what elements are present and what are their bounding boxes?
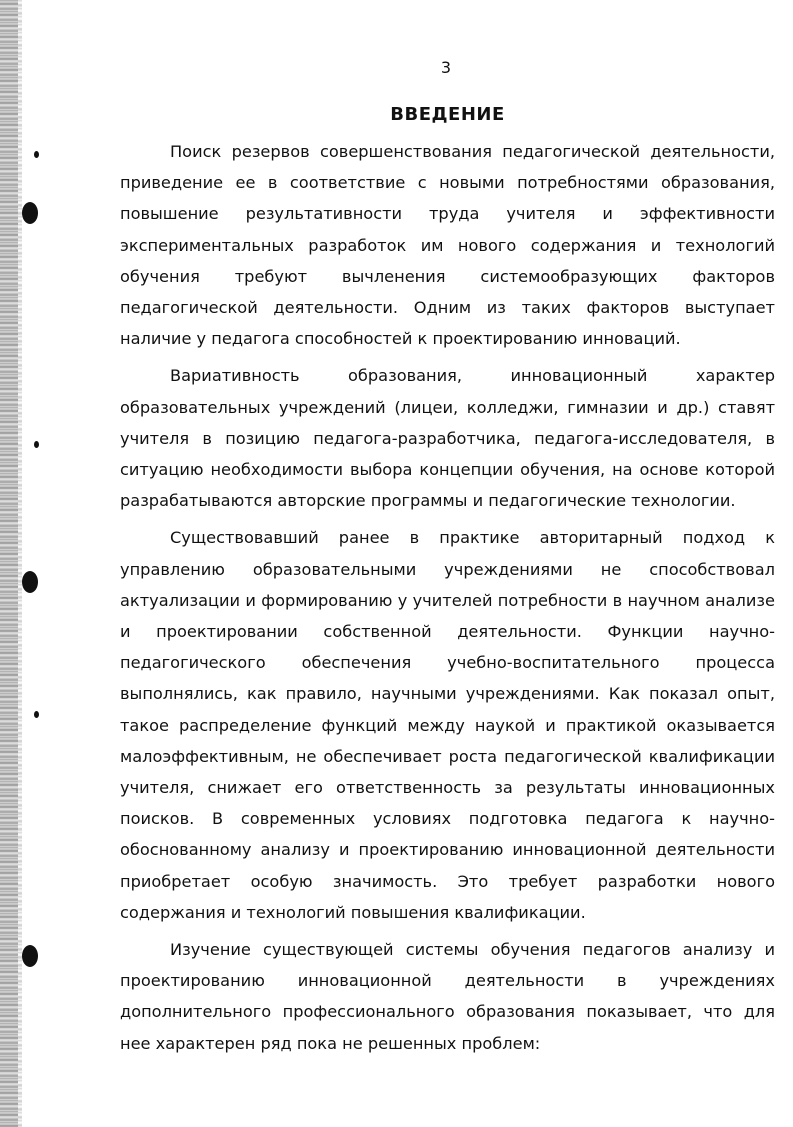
punch-hole: [34, 711, 39, 718]
punch-hole: [22, 202, 38, 224]
page-title: ВВЕДЕНИЕ: [390, 104, 505, 125]
paragraph: Вариативность образования, инновационный характер образовательных учреждений (лицеи, колледжи, гимназии и др.) ставят учителя в позицию педагога-разработчика, педагога-исследователя, в ситуацию необходимости выбора концепции обучения, на основе которой разрабатываются авторские программы и педагогические технологии.: [120, 366, 775, 511]
paragraph: Изучение существующей системы обучения педагогов анализу и проектированию инновационной деятельности в учреждениях дополнительного профессионального образования показывает, что для нее характерен ряд пока не решенных проблем:: [120, 940, 775, 1053]
punch-hole: [34, 151, 39, 158]
page-number: 3: [440, 58, 452, 77]
punch-hole: [22, 945, 38, 967]
scan-binding-edge: [0, 0, 18, 1127]
punch-hole: [34, 441, 39, 448]
paragraph: Поиск резервов совершенствования педагогической деятельности, приведение ее в соответствие с новыми потребностями образования, повышение результативности труда учителя и эффективности экспериментальных разработок им нового содержания и технологий обучения требуют вычленения системообразующих факторов педагогической деятельности. Одним из таких факторов выступает наличие у педагога способностей к проектированию инноваций.: [120, 142, 775, 349]
punch-hole: [22, 571, 38, 593]
document-body: [120, 136, 775, 1065]
paragraph: Существовавший ранее в практике авторитарный подход к управлению образовательными учреждениями не способствовал актуализации и формированию у учителей потребности в научном анализе и проектировании собственной деятельности. Функции научно-педагогического обеспечения учебно-воспитательного процесса выполнялись, как правило, научными учреждениями. Как показал опыт, такое распределение функций между наукой и практикой оказывается малоэффективным, не обеспечивает роста педагогической квалификации учителя, снижает его ответственность за результаты инновационных поисков. В современных условиях подготовка педагога к научно-обоснованному анализу и проектированию инновационной деятельности приобретает особую значимость. Это требует разработки нового содержания и технологий повышения квалификации.: [120, 528, 775, 922]
